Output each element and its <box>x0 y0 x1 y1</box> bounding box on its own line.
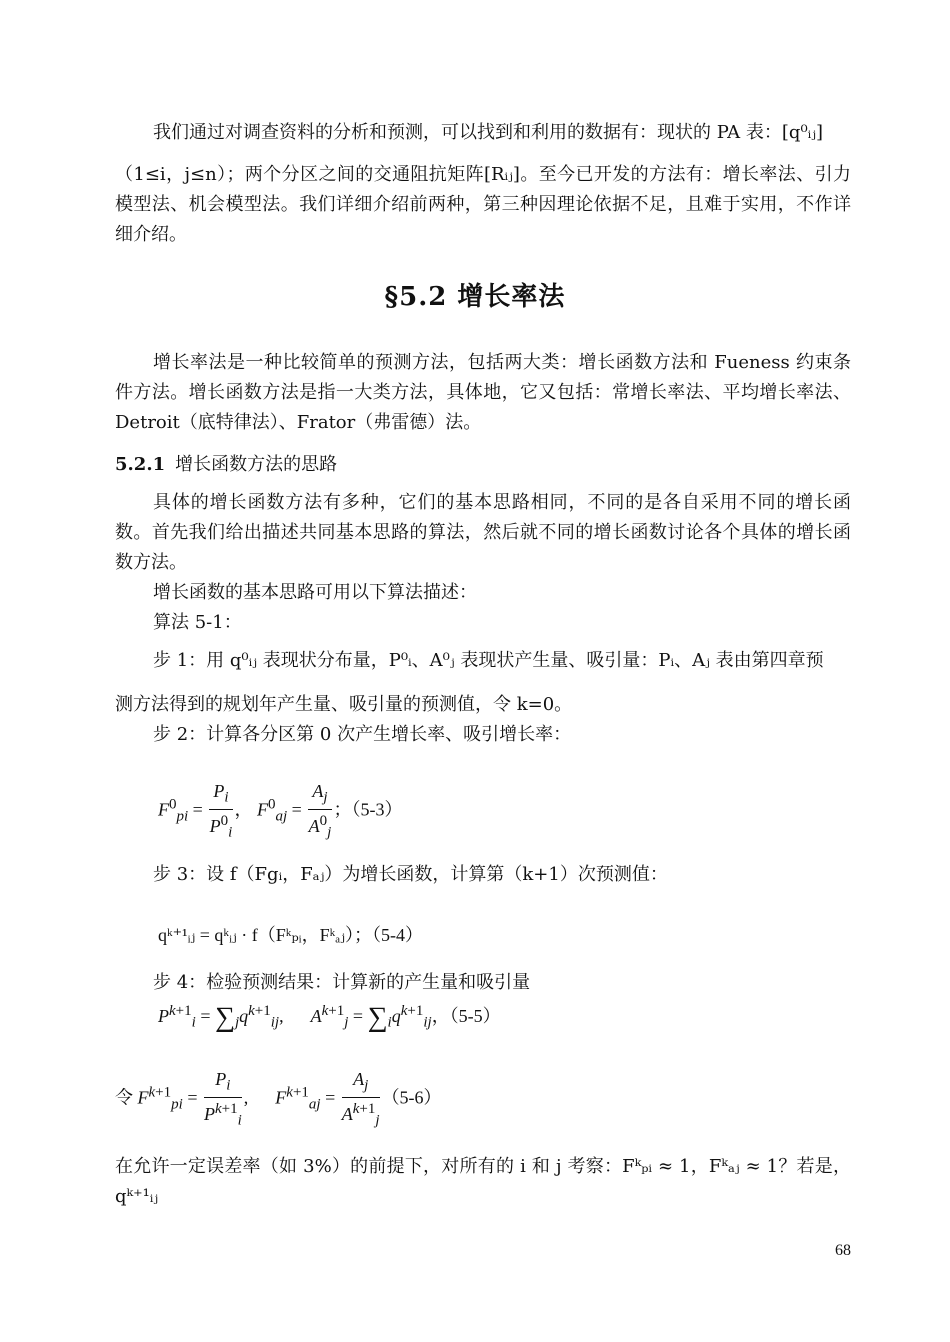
step1-line1: 步 1：用 q⁰ᵢⱼ 表现状分布量，P⁰ᵢ、A⁰ⱼ 表现状产生量、吸引量：Pᵢ、Aⱼ 表由第四章预 <box>153 650 824 671</box>
step2-text: 步 2：计算各分区第 0 次产生增长率、吸引增长率： <box>153 724 572 745</box>
step3-block <box>115 860 851 890</box>
equation-5-3: $F^0_{pi}$ = $\frac{P_i}{P^0_i}$ ， $F^0_{aj}$ = $\frac{A_j}{A^0_j}$ ；（5-3） <box>158 781 403 841</box>
last-paragraph <box>115 1152 851 1212</box>
section-title: §5.2 增长率法 <box>384 282 566 312</box>
equation-5-4: qᵏ⁺¹ᵢⱼ = qᵏᵢⱼ · f（Fᵏₚᵢ，Fᵏₐⱼ）；（5-4） <box>158 925 423 945</box>
subsection-title <box>115 450 851 480</box>
equation-5-3-tag: ；（5-3） <box>333 799 403 820</box>
step1-line2: 测方法得到的规划年产生量、吸引量的预测值，令 k=0。 <box>115 694 573 715</box>
paragraph-basic-idea <box>115 488 851 750</box>
subsection-number: 5.2.1 <box>115 454 166 475</box>
paragraph-basic-idea-text: 具体的增长函数方法有多种，它们的基本思路相同，不同的是各自采用不同的增长函数。首先我们给出描述共同基本思路的算法，然后就不同的增长函数讨论各个具体的增长函数方法。 <box>115 492 851 573</box>
step4-text: 步 4：检验预测结果：计算新的产生量和吸引量 <box>153 972 531 993</box>
step4-block <box>115 968 851 998</box>
algorithm-label: 算法 5-1： <box>153 612 242 633</box>
equation-5-5: $P^{k+1}_i = \sum_jq^{k+1}_{ij}$, $A^{k+1}_j = \sum_iq^{k+1}_{ij}$，（5-5） <box>158 1001 501 1033</box>
equation-5-6-tag: （5-6） <box>381 1087 442 1108</box>
last-line-text: 在允许一定误差率（如 3%）的前提下，对所有的 i 和 j 考察：Fᵏₚᵢ ≈ 1，Fᵏₐⱼ ≈ 1？若是，qᵏ⁺¹ᵢⱼ <box>115 1156 851 1207</box>
page-number: 68 <box>835 1242 851 1259</box>
paragraph-intro-line1: 我们通过对调查资料的分析和预测，可以找到和利用的数据有：现状的 PA 表：[q⁰ᵢⱼ] <box>153 122 824 143</box>
equation-5-6-prefix: 令 <box>115 1087 133 1108</box>
paragraph-intro <box>115 118 851 250</box>
paragraph-growth-rate <box>115 348 851 438</box>
paragraph-algo-intro: 增长函数的基本思路可用以下算法描述： <box>153 582 477 603</box>
paragraph-growth-rate-text: 增长率法是一种比较简单的预测方法，包括两大类：增长函数方法和 Fueness 约束条件方法。增长函数方法是指一大类方法，具体地，它又包括：常增长率法、平均增长率法、Detroit（底特律法）、Frator（弗雷德）法。 <box>115 352 851 433</box>
subsection-text: 增长函数方法的思路 <box>175 454 338 475</box>
paragraph-intro-rest: （1≤i，j≤n）；两个分区之间的交通阻抗矩阵[Rᵢⱼ]。至今已开发的方法有：增长率法、引力模型法、机会模型法。我们详细介绍前两种，第三种因理论依据不足，且难于实用，不作详细介绍。 <box>115 164 851 245</box>
step3-text: 步 3：设 f（Fgᵢ，Fₐⱼ）为增长函数，计算第（k+1）次预测值： <box>153 864 668 885</box>
equation-5-5-tag: ，（5-5） <box>431 1006 501 1026</box>
equation-5-6: 令 $F^{k+1}_{pi}$ = $\frac{P_i}{P^{k+1}_i}$ , $F^{k+1}_{aj}$ = $\frac{A_j}{A^{k+1}_j}$ （5-6） <box>115 1069 442 1129</box>
